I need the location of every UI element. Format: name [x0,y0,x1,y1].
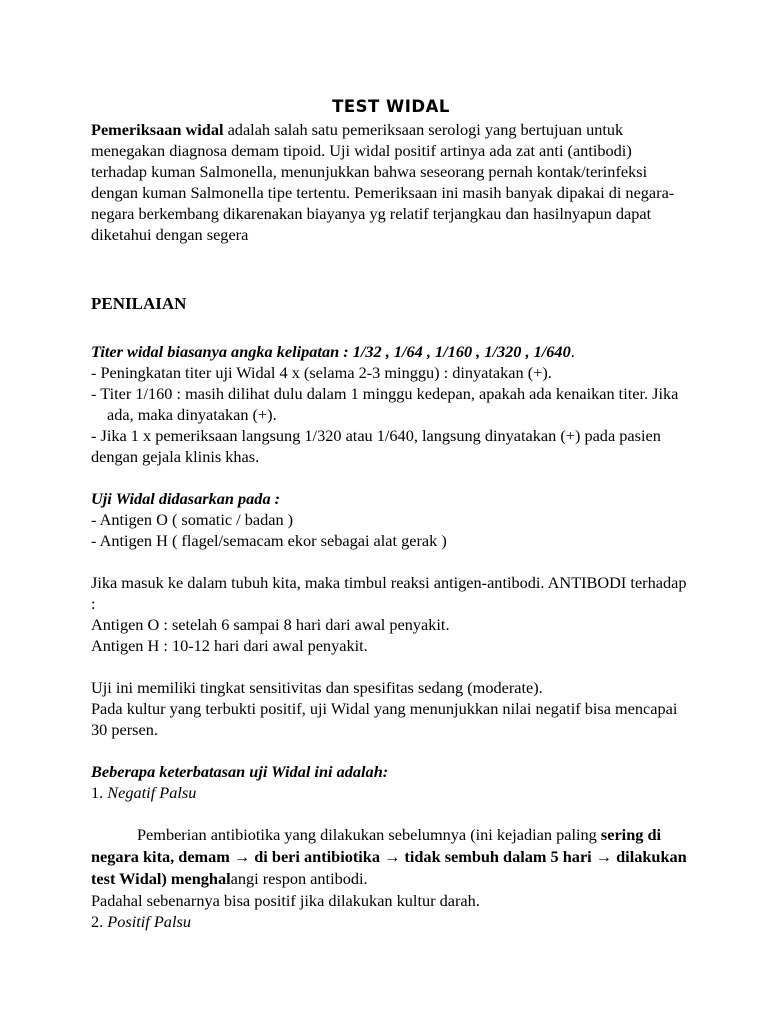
penilaian-item-2a: - Titer 1/160 : masih dilihat dulu dalam 1 minggu kedepan, apakah ada kenaikan titer. Jika [91,384,679,403]
dasar-item-2: - Antigen H ( flagel/semacam ekor sebagai alat gerak ) [91,531,447,550]
titer-line [91,341,691,362]
reaksi-antigen-h: Antigen H : 10-12 hari dari awal penyakit. [91,636,368,655]
negatif-palsu-bold: sering di negara kita, demam → di beri antibiotika → tidak sembuh dalam 5 hari → dilakukan test Widal) menghal [91,825,687,888]
intro-paragraph [91,119,691,245]
dasar-item-1: - Antigen O ( somatic / badan ) [91,510,294,529]
reaksi-antigen-o: Antigen O : setelah 6 sampai 8 hari dari awal penyakit. [91,615,450,634]
dasar-heading: Uji Widal didasarkan pada : [91,489,281,508]
keterbatasan-heading: Beberapa keterbatasan uji Widal ini adalah: [91,762,389,781]
penilaian-item-1: - Peningkatan titer uji Widal 4 x (selama 2-3 minggu) : dinyatakan (+). [91,363,552,382]
sensitivitas-line-2: Pada kultur yang terbukti positif, uji Widal yang menunjukkan nilai negatif bisa mencapai 30 persen. [91,699,678,739]
reaksi-line: Jika masuk ke dalam tubuh kita, maka timbul reaksi antigen-antibodi. ANTIBODI terhadap : [91,573,687,613]
keterbatasan-item-2: 2. Positif Palsu [91,912,191,931]
intro-text: adalah salah satu pemeriksaan serologi yang bertujuan untuk menegakan diagnosa demam tipoid. Uji widal positif artinya ada zat anti (antibodi) terhadap kuman Salmonella, menunjukkan bahwa seseorang pernah kontak/terinfeksi dengan kuman Salmonella tipe tertentu. Pemeriksaan ini masih banyak dipakai di negara-negara berkembang dikarenakan biayanya yg relatif terjangkau dan hasilnyapun dapat diketahui dengan segera [91,120,675,244]
sensitivitas-line-1: Uji ini memiliki tingkat sensitivitas dan spesifitas sedang (moderate). [91,678,543,697]
padahal-line: Padahal sebenarnya bisa positif jika dilakukan kultur darah. [91,891,480,910]
penilaian-item-3: - Jika 1 x pemeriksaan langsung 1/320 atau 1/640, langsung dinyatakan (+) pada pasien dengan gejala klinis khas. [91,426,661,466]
penilaian-heading: PENILAIAN [91,294,187,313]
titer-line-italic: Titer widal biasanya angka kelipatan : 1/32 , 1/64 , 1/160 , 1/320 , 1/640 [91,342,571,361]
page-title: TEST WIDAL [332,97,450,116]
titer-line-end: . [570,342,575,361]
negatif-palsu-paragraph: Pemberian antibiotika yang dilakukan sebelumnya (ini kejadian paling sering di negara kita, demam → di beri antibiotika → tidak sembuh dalam 5 hari → dilakukan test Widal) menghalangi respon antibodi. [91,825,687,888]
document-body [91,95,691,932]
intro-bold-lead: Pemeriksaan widal [91,120,224,139]
keterbatasan-item-1: 1. Negatif Palsu [91,783,197,802]
negatif-palsu-label: Negatif Palsu [107,783,197,802]
positif-palsu-label: Positif Palsu [107,912,191,931]
penilaian-item-2b: ada, maka dinyatakan (+). [107,405,277,424]
